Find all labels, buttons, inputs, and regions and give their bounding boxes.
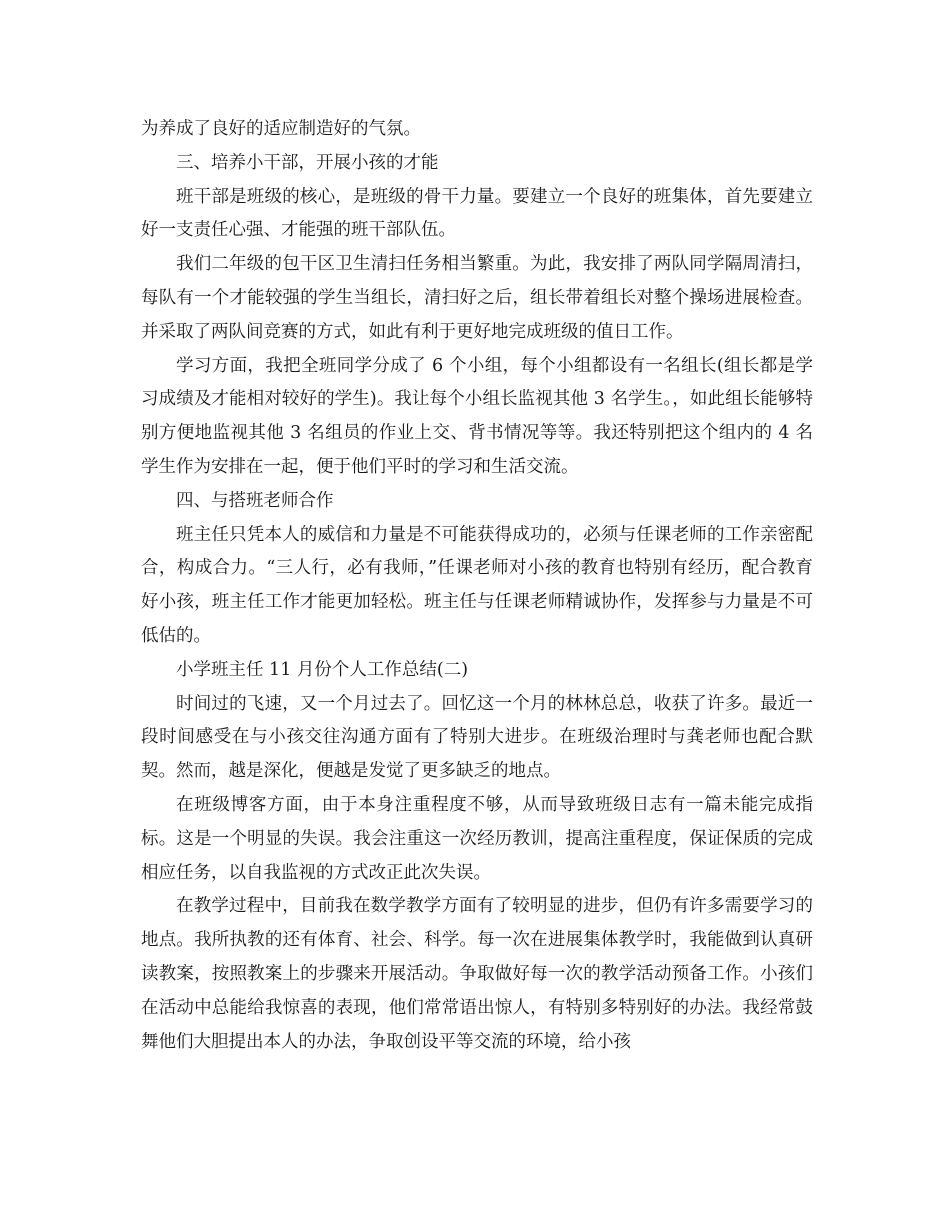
paragraph: 班干部是班级的核心，是班级的骨干力量。要建立一个良好的班集体，首先要建立好一支责任心强、才能强的班干部队伍。 — [141, 186, 813, 241]
paragraph: 时间过的飞速，又一个月过去了。回忆这一个月的林林总总，收获了许多。最近一段时间感受在与小孩交往沟通方面有了特别大进步。在班级治理时与龚老师也配合默契。然而，越是深化，便越是发觉了更多缺乏的地点。 — [141, 693, 813, 782]
section-heading-cadres: 三、培养小干部，开展小孩的才能 — [176, 152, 439, 173]
paragraph: 在教学过程中，目前我在数学教学方面有了较明显的进步，但仍有许多需要学习的地点。我所执教的还有体育、社会、科学。每一次在进展集体教学时，我能做到认真研读教案，按照教案上的步骤来开展活动。争取做好每一次的教学活动预备工作。小孩们在活动中总能给我惊喜的表现，他们常常语出惊人，有特别多特别好的办法。我经常鼓舞他们大胆提出本人的办法，争取创设平等交流的环境，给小孩 — [141, 896, 813, 1052]
document-body — [141, 113, 813, 1059]
paragraph: 在班级博客方面，由于本身注重程度不够，从而导致班级日志有一篇未能完成指标。这是一个明显的失误。我会注重这一次经历教训，提高注重程度，保证保质的完成相应任务，以自我监视的方式改正此次失误。 — [141, 794, 813, 883]
paragraph: 我们二年级的包干区卫生清扫任务相当繁重。为此，我安排了两队同学隔周清扫，每队有一个才能较强的学生当组长，清扫好之后，组长带着组长对整个操场进展检查。并采取了两队间竞赛的方式，如此有利于更好地完成班级的值日工作。 — [141, 254, 813, 342]
document-subtitle: 小学班主任 11 月份个人工作总结(二) — [176, 659, 469, 680]
paragraph-continuation: 为养成了良好的适应制造好的气氛。 — [141, 119, 421, 139]
paragraph: 学习方面，我把全班同学分成了 6 个小组，每个小组都设有一名组长(组长都是学习成绩及才能相对较好的学生)。我让每个小组长监视其他 3 名学生。，如此组长能够特别方便地监视其他 3 名组员的作业上交、背书情况等等。我还特别把这个组内的 4 名学生作为安排在一起，便于他们平时的学习和生活交流。 — [141, 355, 813, 477]
paragraph: 班主任只凭本人的威信和力量是不可能获得成功的，必须与任课老师的工作亲密配合，构成合力。“三人行，必有我师，”任课老师对小孩的教育也特别有经历，配合教育好小孩，班主任工作才能更加轻松。班主任与任课老师精诚协作，发挥参与力量是不可低估的。 — [141, 524, 813, 646]
section-heading-cooperation: 四、与搭班老师合作 — [176, 490, 334, 511]
